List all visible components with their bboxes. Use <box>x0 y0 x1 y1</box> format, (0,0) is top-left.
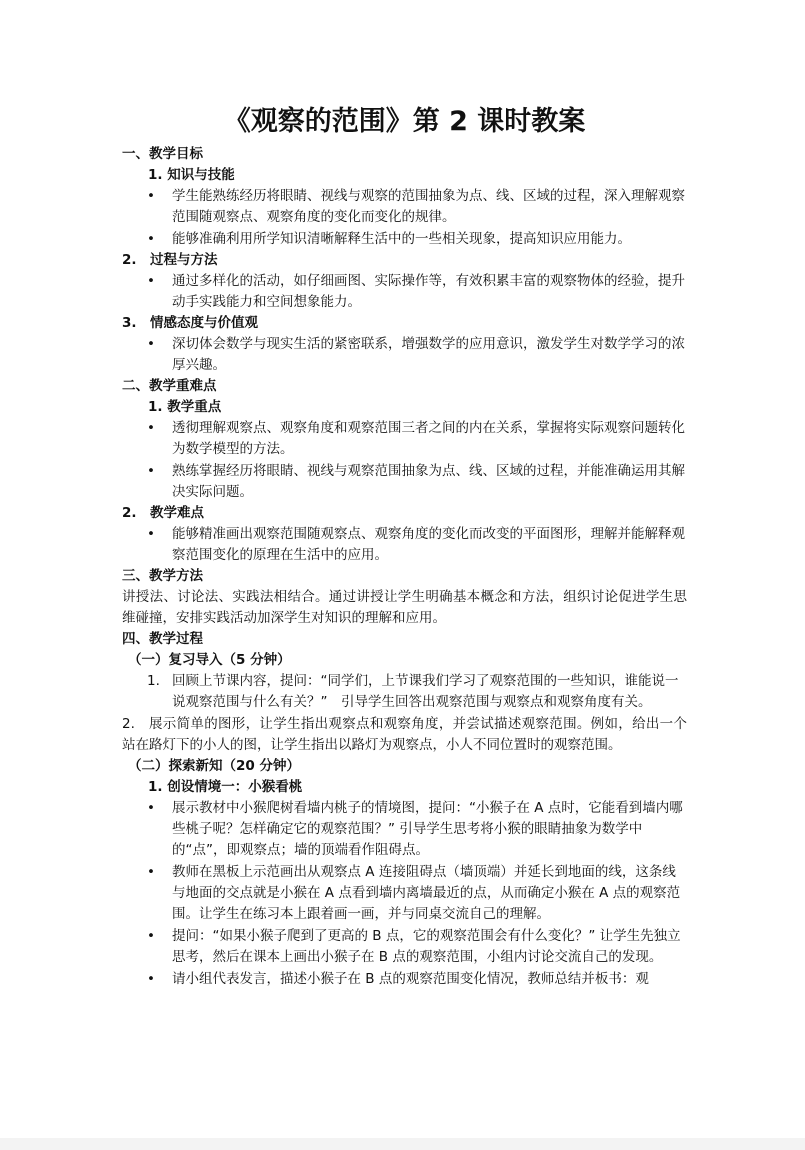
section-heading: 四、教学过程 <box>122 631 203 647</box>
list-item: • 能够准确利用所学知识清晰解释生活中的一些相关现象，提高知识应用能力。 <box>122 229 687 250</box>
subsection-number: 3. <box>122 315 137 331</box>
list-item: • 请小组代表发言，描述小猴子在 B 点的观察范围变化情况，教师总结并板书：观 <box>122 969 687 990</box>
part-heading: （二）探索新知（20 分钟） <box>128 758 300 774</box>
subsection-heading: 1. 知识与技能 <box>148 167 235 183</box>
list-item: • 熟练掌握经历将眼睛、视线与观察范围抽象为点、线、区域的过程，并能准确运用其解决实际问题。 <box>122 461 687 503</box>
subsection-heading: 1. 创设情境一：小猴看桃 <box>148 779 303 795</box>
subsection-heading <box>122 250 687 271</box>
paragraph: 2. 展示简单的图形，让学生指出观察点和观察角度，并尝试描述观察范围。例如，给出一个站在路灯下的小人的图，让学生指出以路灯为观察点，小人不同位置时的观察范围。 <box>122 716 687 753</box>
list-item: • 能够精准画出观察范围随观察点、观察角度的变化而改变的平面图形，理解并能解释观察范围变化的原理在生活中的应用。 <box>122 524 687 566</box>
list-item: • 提问：“如果小猴子爬到了更高的 B 点，它的观察范围会有什么变化？” 让学生先独立思考，然后在课本上画出小猴子在 B 点的观察范围，小组内讨论交流自己的发现。 <box>122 926 687 968</box>
section-heading: 二、教学重难点 <box>122 378 217 394</box>
list-item <box>122 671 687 713</box>
part-heading: （一）复习导入（5 分钟） <box>128 652 291 668</box>
list-item: • 深切体会数学与现实生活的紧密联系，增强数学的应用意识，激发学生对数学学习的浓厚兴趣。 <box>122 334 687 376</box>
list-item: • 学生能熟练经历将眼睛、视线与观察的范围抽象为点、线、区域的过程，深入理解观察范围随观察点、观察角度的变化而变化的规律。 <box>122 186 687 228</box>
subsection-number: 2. <box>122 505 137 521</box>
section-heading: 一、教学目标 <box>122 146 203 162</box>
item-number: 1. <box>147 673 160 689</box>
list-item: • 透彻理解观察点、观察角度和观察范围三者之间的内在关系，掌握将实际观察问题转化为数学模型的方法。 <box>122 418 687 460</box>
paragraph: 讲授法、讨论法、实践法相结合。通过讲授让学生明确基本概念和方法，组织讨论促进学生思维碰撞，安排实践活动加深学生对知识的理解和应用。 <box>122 589 687 626</box>
page-title: 《观察的范围》第 2 课时教案 <box>223 106 586 137</box>
list-item: • 展示教材中小猴爬树看墙内桃子的情境图，提问：“小猴子在 A 点时，它能看到墙内哪些桃子呢？怎样确定它的观察范围？” 引导学生思考将小猴的眼睛抽象为数学中的“点”，即观察点；墙的顶端看作阻碍点。 <box>122 798 687 861</box>
document-content <box>122 100 687 990</box>
subsection-title: 过程与方法 <box>150 252 218 268</box>
list-item: • 教师在黑板上示范画出从观察点 A 连接阻碍点（墙顶端）并延长到地面的线，这条线与地面的交点就是小猴在 A 点看到墙内离墙最近的点，从而确定小猴在 A 点的观察范围。让学生在练习本上跟着画一画，并与同桌交流自己的理解。 <box>122 862 687 925</box>
list-item: • 通过多样化的活动，如仔细画图、实际操作等，有效积累丰富的观察物体的经验，提升动手实践能力和空间想象能力。 <box>122 271 687 313</box>
subsection-heading: 1. 教学重点 <box>148 399 222 415</box>
subsection-heading <box>122 313 687 334</box>
subsection-heading <box>122 503 687 524</box>
subsection-title: 情感态度与价值观 <box>150 315 258 331</box>
item-text: 回顾上节课内容，提问：“同学们，上节课我们学习了观察范围的一些知识，谁能说一说观察范围与什么有关？” 引导学生回答出观察范围与观察点和观察角度有关。 <box>172 673 679 710</box>
subsection-title: 教学难点 <box>150 505 204 521</box>
subsection-number: 2. <box>122 252 137 268</box>
section-heading: 三、教学方法 <box>122 568 203 584</box>
